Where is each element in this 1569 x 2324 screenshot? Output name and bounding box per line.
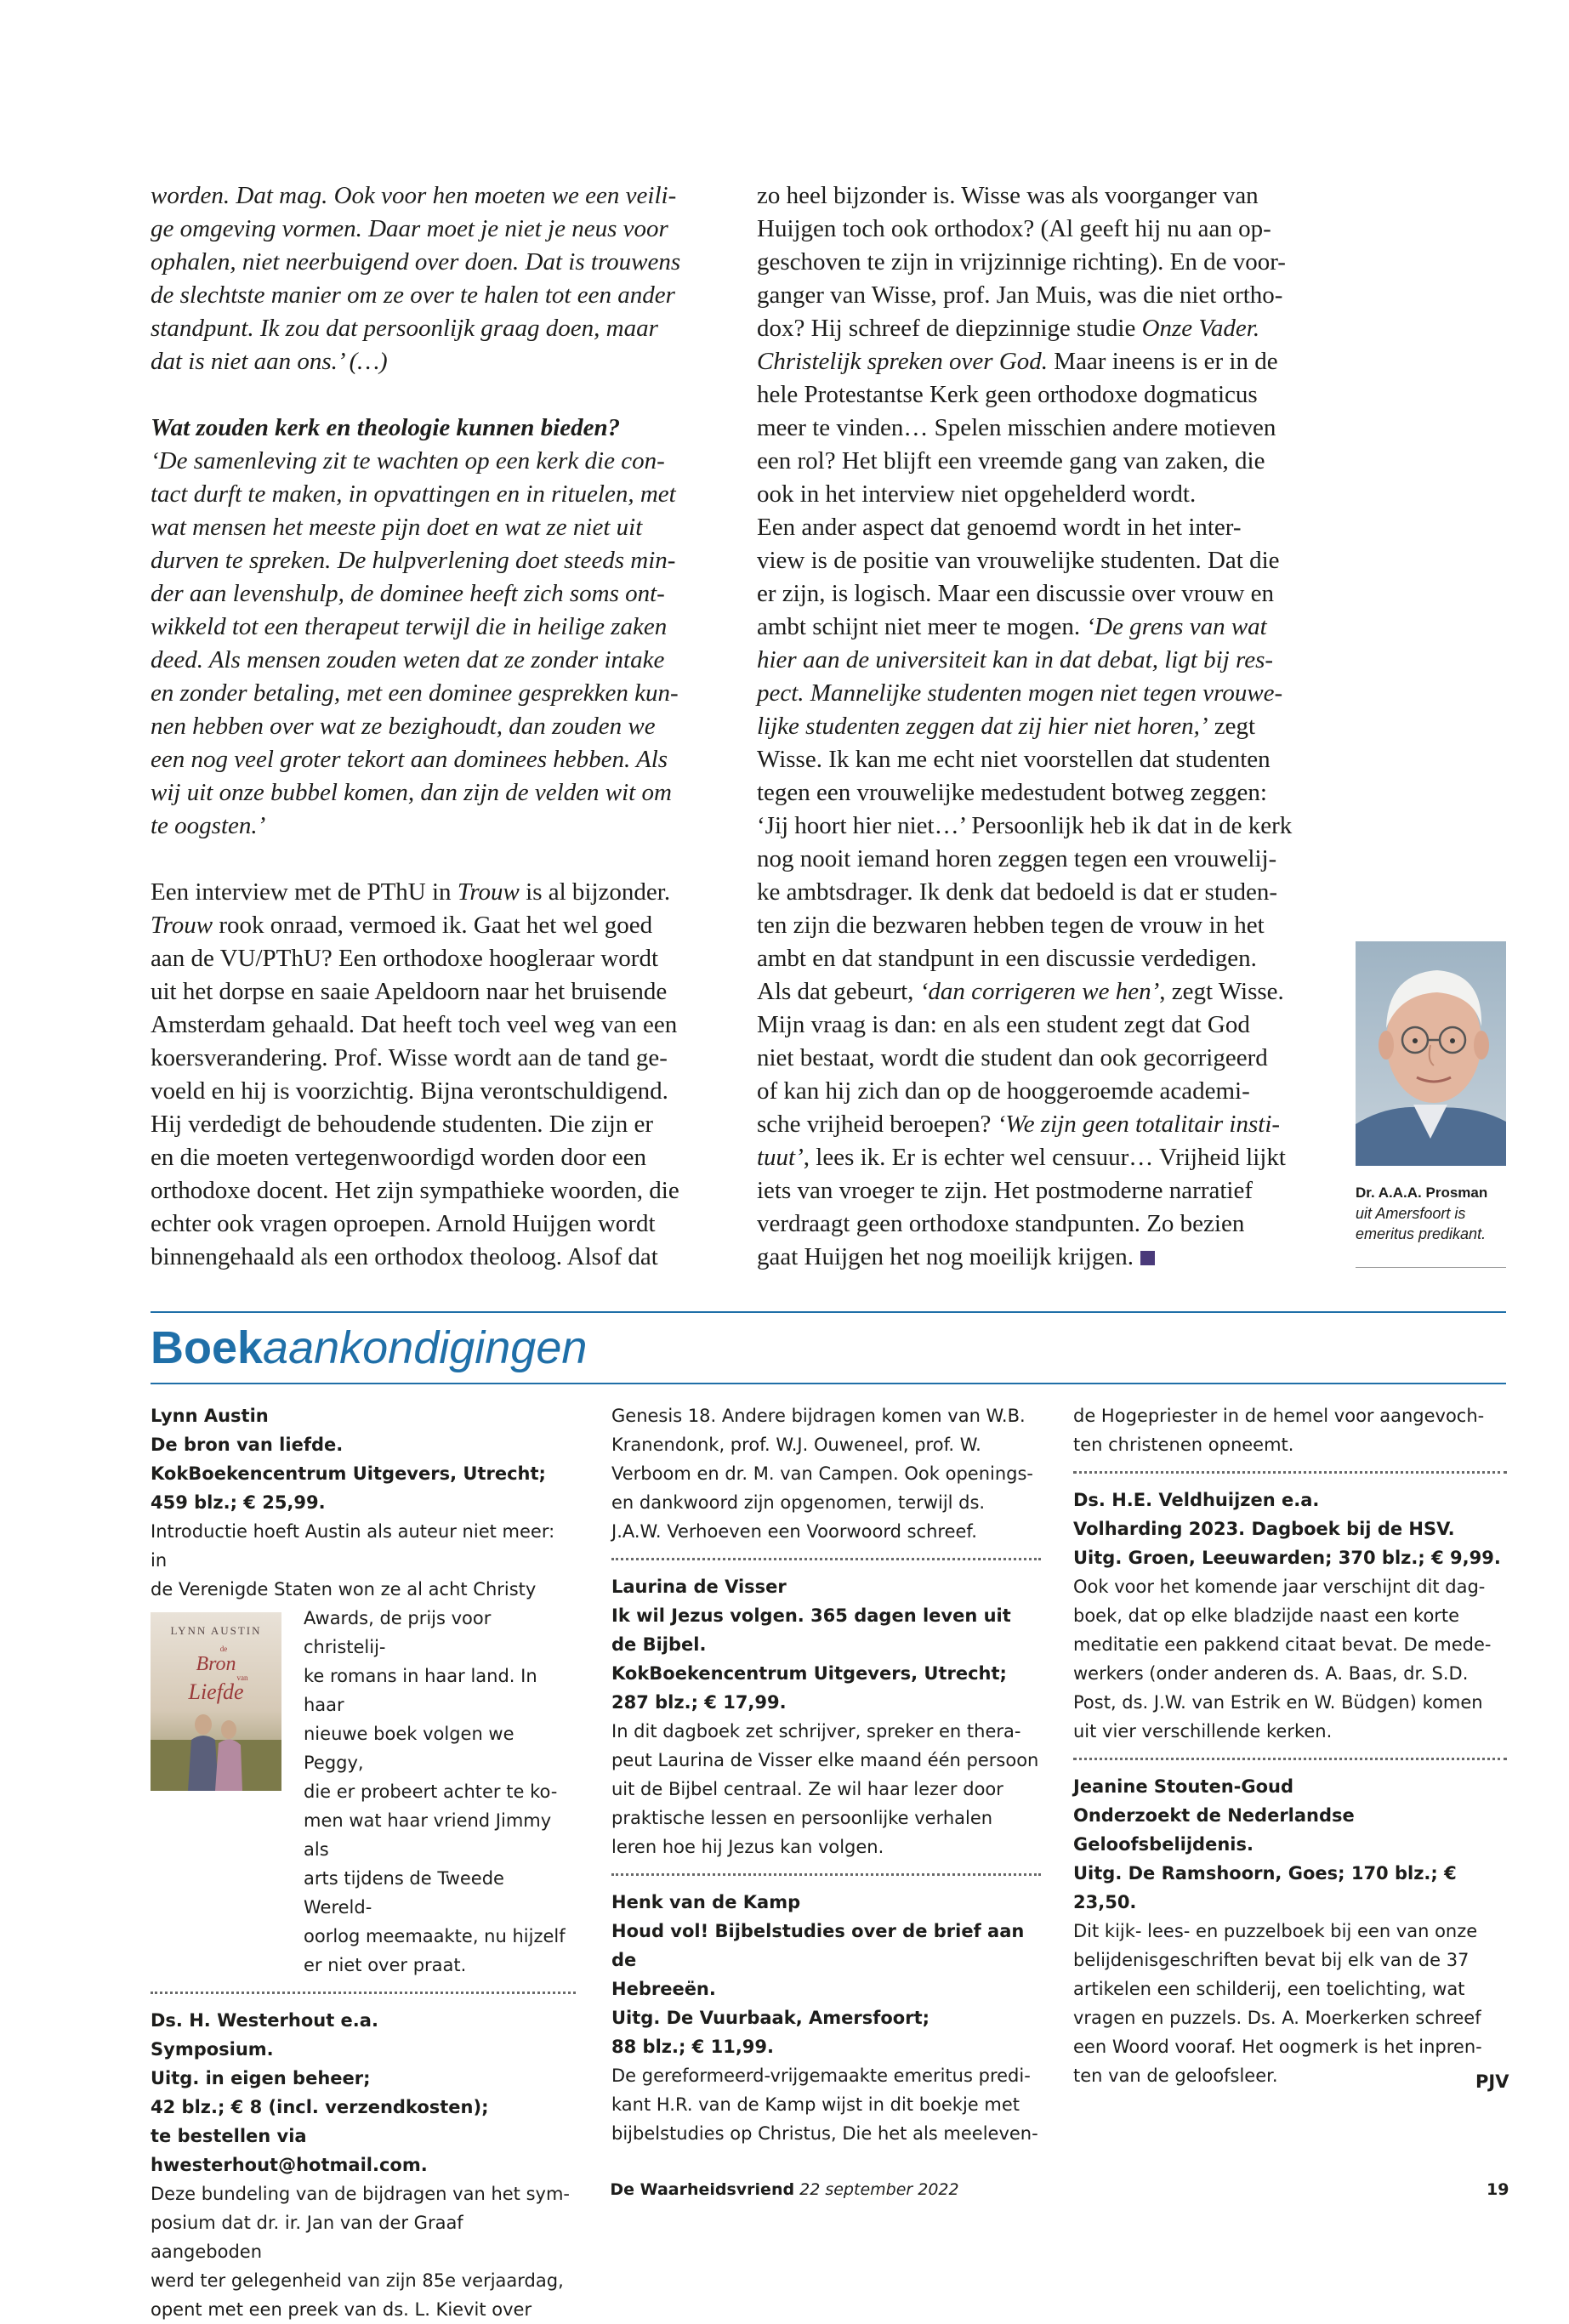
author-signature: PJV <box>1475 2071 1509 2092</box>
svg-text:de: de <box>219 1645 228 1653</box>
book-entry-westerhout: Ds. H. Westerhout e.a. Symposium. Uitg. in eigen beheer; 42 blz.; € 8 (incl. verzendkosten); te bestellen via hwesterhout@hotmail.com. Deze bundeling van de bijdragen van het sym- posium dat dr. ir. Jan van der Graaf aangeboden werd ter gelegenheid van zijn 85e verjaardag, opent met een preek van ds. L. Kievit over <box>151 2010 570 2320</box>
book-entry-stouten-goud: Jeanine Stouten-Goud Onderzoekt de Nederlandse Geloofsbelijdenis. Uitg. De Ramshoorn, Goes; 170 blz.; € 23,50. Dit kijk- lees- en puzzelboek bij een van onze belijdenisgeschriften bevat bij elk van de 37 artikelen een schilderij, een toelichting, wat vragen en puzzels. Ds. A. Moerkerken schreef een Woord vooraf. Het oogmerk is het inpren- ten van de geloofsleer. <box>1073 1776 1482 2086</box>
article-right-column: zo heel bijzonder is. Wisse was als voorganger van Huijgen toch ook orthodox? (Al geeft hij nu aan op- geschoven te zijn in vrijzinnige richting). En de voor- ganger van Wisse, prof. Jan Muis, was die niet ortho- dox? Hij schreef de diepzinnige studie Onze Vader. Christelijk spreken over God. Maar ineens is er in de hele Protestantse Kerk geen orthodoxe dogmaticus meer te vinden… Spelen misschien andere motieven een rol? Het blijft een vreemde gang van zaken, die ook in het interview niet opgehelderd wordt. Een ander aspect dat genoemd wordt in het inter- view is de positie van vrouwelijke studenten. Dat die er zijn, is logisch. Maar een discussie over vrouw en ambt schijnt niet meer te mogen. ‘De grens van wat hier aan de universiteit kan in dat debat, ligt bij res- pect. Mannelijke studenten mogen niet tegen vrouwe- lijke studenten zeggen dat zij hier niet horen,’ zegt Wisse. Ik kan me echt niet voorstellen dat studenten tegen een vrouwelijke medestudent botweg zeggen: ‘Jij hoort hier niet…’ Persoonlijk heb ik dat in de kerk nog nooit iemand horen zeggen tegen een vrouwelij- ke ambtsdrager. Ik denk dat bedoeld is dat er studen- ten zijn die bezwaren hebben tegen de vrouw in het ambt en dat standpunt in een discussie verdedigen. Als dat gebeurt, ‘dan corrigeren we hen’, zegt Wisse. Mijn vraag is dan: en als een student zegt dat God niet bestaat, wordt die student dan ook gecorrigeerd of kan hij zich dan op de hooggeroemde academi- sche vrijheid beroepen? ‘We zijn geen totalitair insti- tuut’, lees ik. Er is echter wel censuur… Vrijheid lijkt iets van vroeger te zijn. Het postmoderne narratief verdraagt geen orthodoxe standpunten. Zo bezien gaat Huijgen het nog moeilijk krijgen. <box>757 182 1293 1270</box>
dotted-divider <box>611 1558 1041 1560</box>
magazine-name: De Waarheidsvriend <box>610 2180 795 2199</box>
book-entry-austin: Lynn Austin De bron van liefde. KokBoekencentrum Uitgevers, Utrecht; 459 blz.; € 25,99. Introductie hoeft Austin als auteur niet meer: in de Verenigde Staten won ze al acht Christy LYNN AUSTIN de Bron van Liefde Awards, de prijs voor christelij- ke romans in haar land. In haar nieuwe boek volgen we Peggy, die er probeert achter te ko- men wat haar vriend Jimmy als arts tijdens de Tweede Wereld- oorlog meemaakte, nu hijzelf er niet over praat. <box>151 1406 566 1975</box>
svg-text:Bron: Bron <box>196 1653 236 1675</box>
book-entry-westerhout-continued: Genesis 18. Andere bijdragen komen van W.B. Kranendonk, prof. W.J. Ouweneel, prof. W. Verboom en dr. M. van Campen. Ook openings- en dankwoord zijn opgenomen, terwijl ds. J.A.W. Verhoeven een Voorwoord schreef. <box>611 1406 1034 1542</box>
dotted-divider <box>151 1992 576 1994</box>
author-photo <box>1356 941 1506 1166</box>
body-paragraph-3: Een interview met de PThU in Trouw is al bijzonder. Trouw rook onraad, vermoed ik. Gaat het wel goed aan de VU/PThU? Een orthodoxe hoogleraar wordt uit het dorpse en saaie Apeldoorn naar het bruisende Amsterdam gehaald. Dat heeft toch veel weg van een koersverandering. Prof. Wisse wordt aan de tand ge- voeld en hij is voorzichtig. Bijna verontschuldigend. Hij verdedigt de behoudende studenten. Die zijn er en die moeten vertegenwoordigd worden door een orthodoxe docent. Het zijn sympathieke woorden, die echter ook vragen oproepen. Arnold Huijgen wordt binnengehaald als een orthodox theoloog. Alsof dat <box>151 878 679 1270</box>
books-column-3 <box>1073 1401 1507 2090</box>
section-bottom-rule <box>151 1383 1506 1384</box>
svg-text:Liefde: Liefde <box>188 1679 244 1704</box>
books-column-2 <box>611 1401 1041 2148</box>
book-entry-van-de-kamp-continued: de Hogepriester in de hemel voor aangevoch- ten christenen opneemt. <box>1073 1406 1485 1455</box>
page-number: 19 <box>1487 2180 1509 2199</box>
photo-caption: Dr. A.A.A. Prosman uit Amersfoort is emeritus predikant. <box>1356 1183 1509 1244</box>
book-cover-image <box>151 1612 281 1791</box>
book-entry-veldhuijzen: Ds. H.E. Veldhuijzen e.a. Volharding 2023. Dagboek bij de HSV. Uitg. Groen, Leeuwarden; 370 blz.; € 9,99. Ook voor het komende jaar verschijnt dit dag- boek, dat op elke bladzijde naast een korte meditatie een pakkend citaat bevat. De mede- werkers (onder anderen ds. A. Baas, dr. S.D. Post, ds. J.W. van Estrik en W. Büdgen) komen uit vier verschillende kerken. <box>1073 1490 1501 1742</box>
dotted-divider <box>1073 1471 1507 1474</box>
quote-paragraph-2: ‘De samenleving zit te wachten op een kerk die con- tact durft te maken, in opvattingen en in rituelen, met wat mensen het meeste pijn doet en wat ze niet uit durven te spreken. De hulpverlening doet steeds min- der aan levenshulp, de dominee heeft zich soms ont- wikkeld tot een therapeut terwijl die in heilige zaken deed. Als mensen zouden weten dat ze zonder intake en zonder betaling, met een dominee gesprekken kun- nen hebben over wat ze bezighoudt, dan zouden we een nog veel groter tekort aan dominees hebben. Als wij uit onze bubbel komen, dan zijn de velden wit om te oogsten.’ <box>151 447 679 839</box>
svg-text:van: van <box>236 1673 248 1682</box>
book-entry-de-visser: Laurina de Visser Ik wil Jezus volgen. 365 dagen leven uit de Bijbel. KokBoekencentrum Uitgevers, Utrecht; 287 blz.; € 17,99. In dit dagboek zet schrijver, spreker en thera- peut Laurina de Visser elke maand één persoon uit de Bijbel centraal. Ze wil haar lezer door praktische lessen en persoonlijke verhalen leren hoe hij Jezus kan volgen. <box>611 1577 1039 1857</box>
caption-name: Dr. A.A.A. Prosman <box>1356 1185 1488 1201</box>
section-title: Boekaankondigingen <box>151 1322 588 1373</box>
end-of-article-square-icon <box>1140 1251 1155 1265</box>
interview-question: Wat zouden kerk en theologie kunnen bieden? <box>151 414 621 441</box>
dotted-divider <box>611 1873 1041 1876</box>
quote-paragraph-1: worden. Dat mag. Ook voor hen moeten we een veili- ge omgeving vormen. Daar moet je niet je neus voor ophalen, niet neerbuigend over doen. Dat is trouwens de slechtste manier om ze over te halen tot een ander standpunt. Ik zou dat persoonlijk graag doen, maar dat is niet aan ons.’ (…) <box>151 182 681 375</box>
caption-divider <box>1356 1267 1506 1268</box>
article-left-column <box>151 179 725 1274</box>
book-entry-van-de-kamp: Henk van de Kamp Houd vol! Bijbelstudies over de brief aan de Hebreeën. Uitg. De Vuurbaak, Amersfoort; 88 blz.; € 11,99. De gereformeerd-vrijgemaakte emeritus predi- kant H.R. van de Kamp wijst in dit boekje met bijbelstudies op Christus, Die het als meeleven- <box>611 1892 1038 2144</box>
page-footer <box>0 2180 1569 2199</box>
issue-date: 22 september 2022 <box>799 2180 959 2199</box>
svg-text:LYNN AUSTIN: LYNN AUSTIN <box>170 1624 262 1637</box>
dotted-divider <box>1073 1758 1507 1760</box>
section-top-rule <box>151 1311 1506 1313</box>
